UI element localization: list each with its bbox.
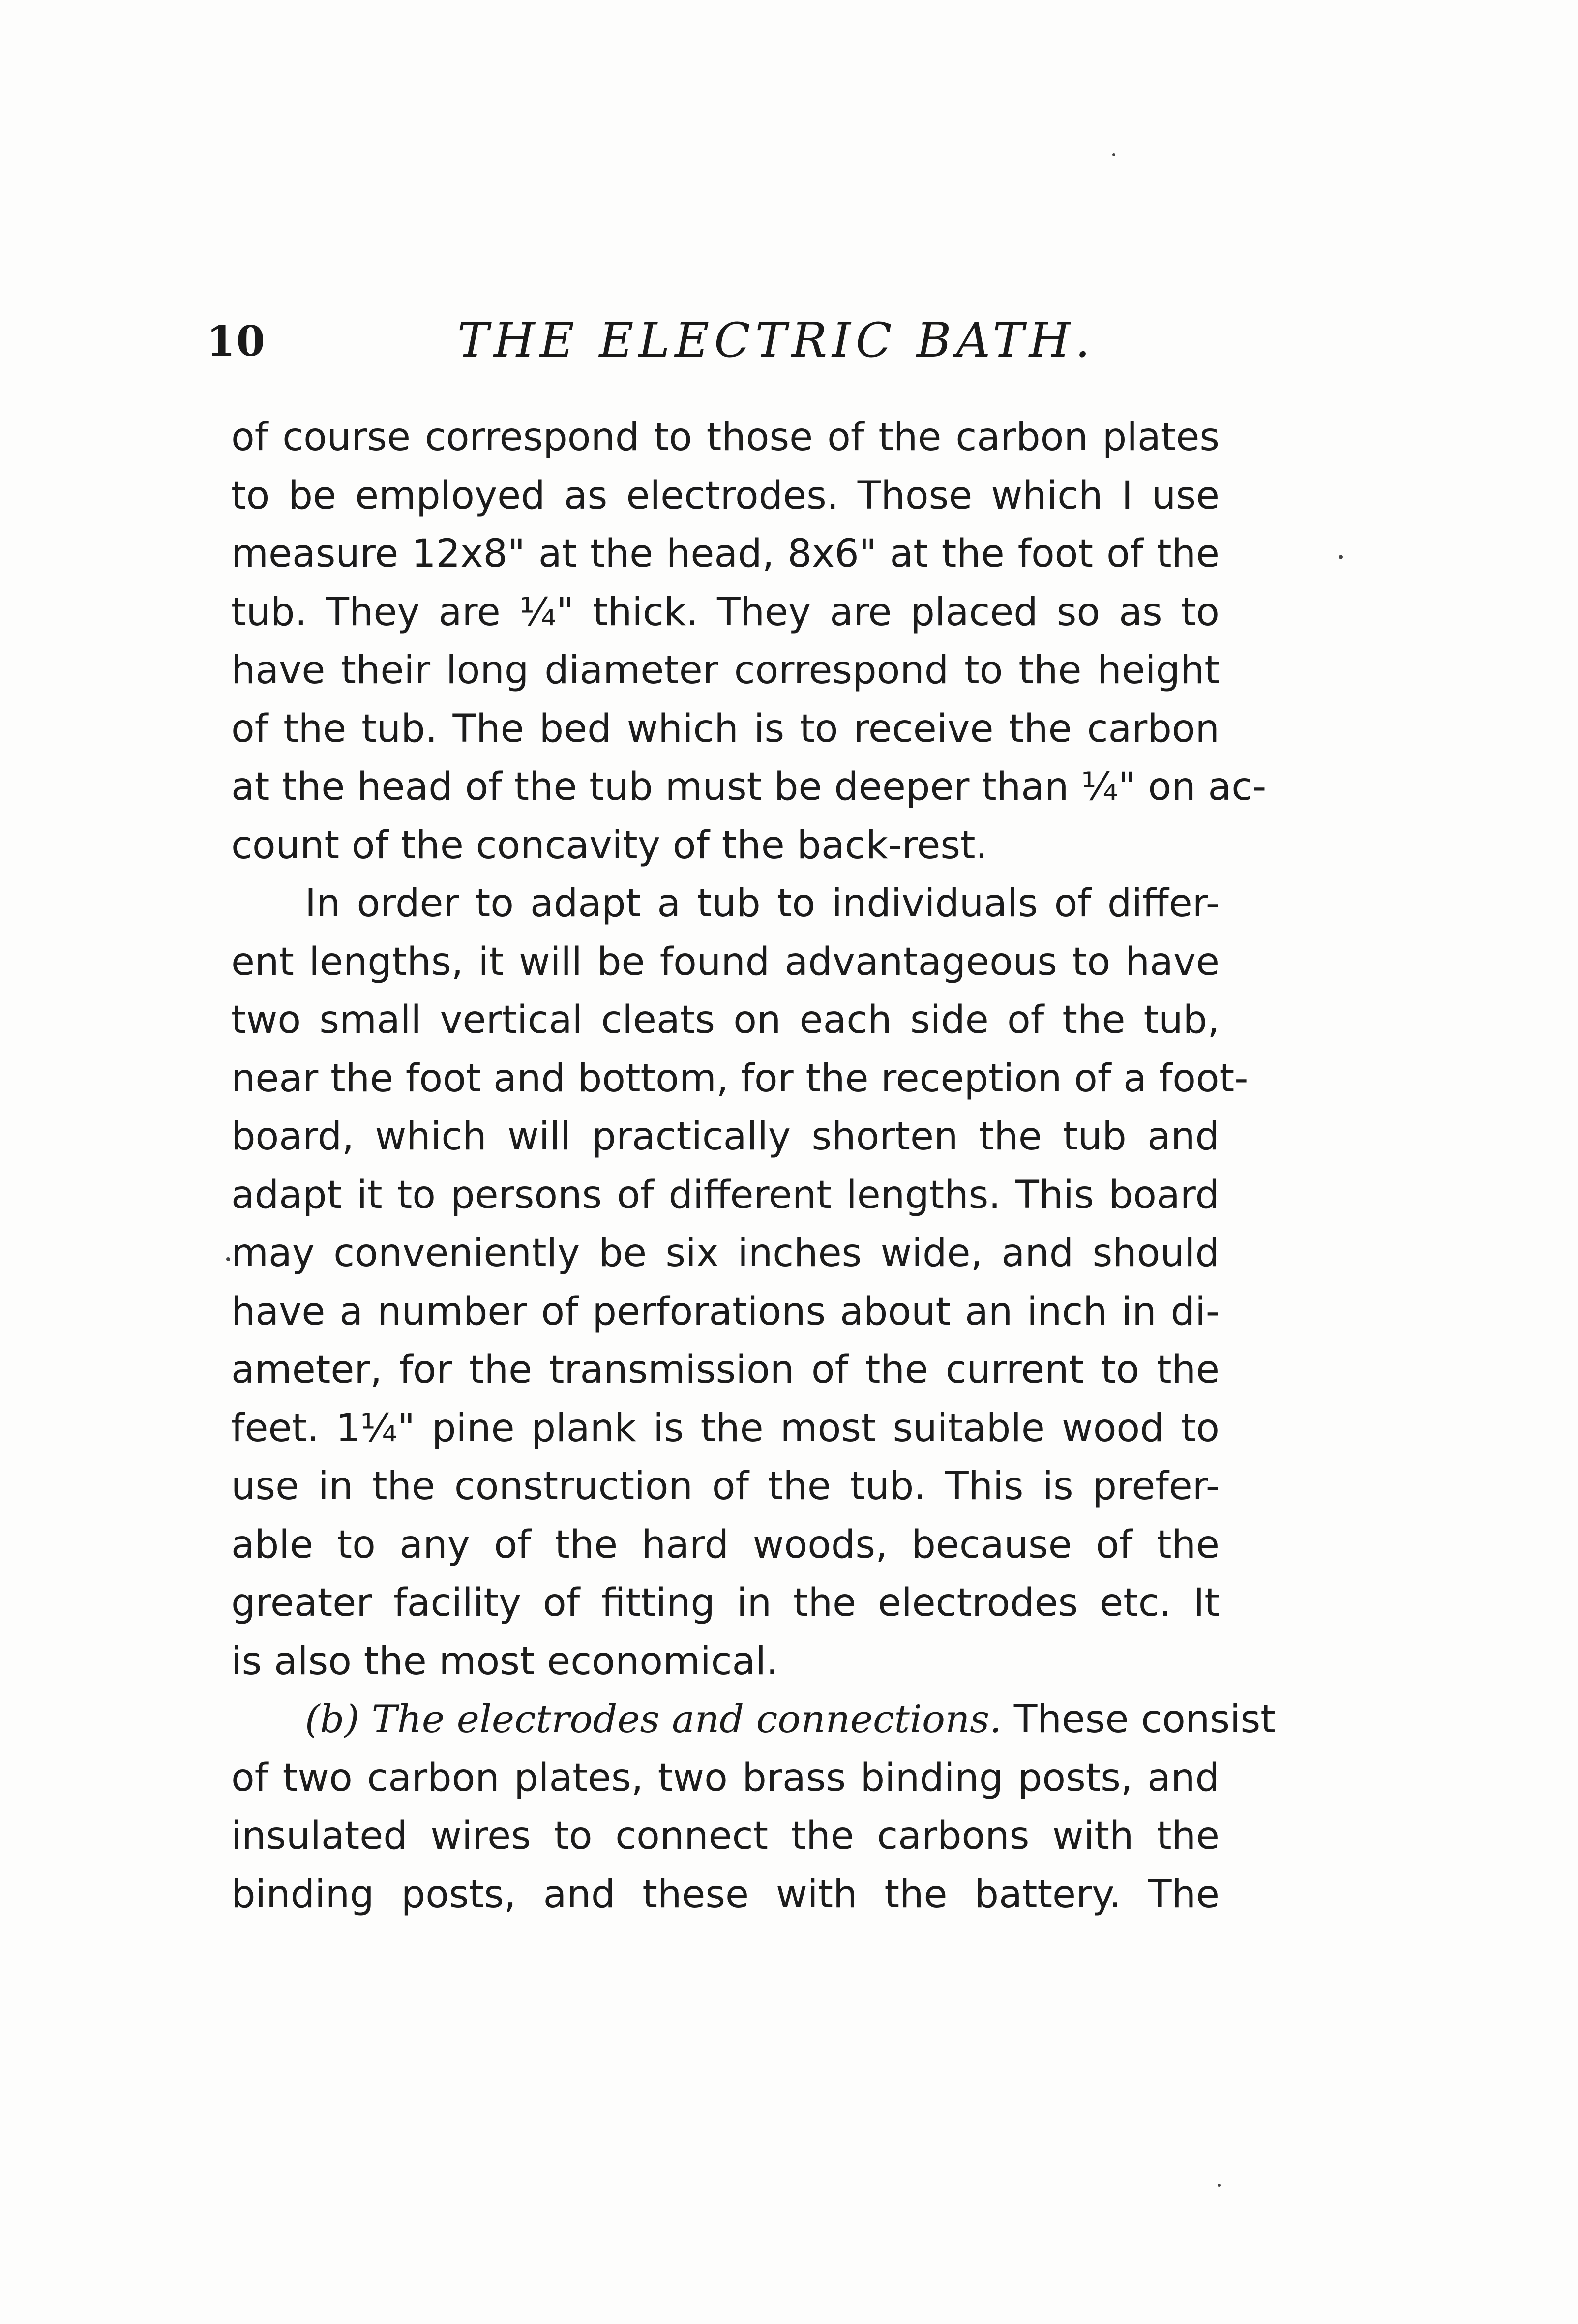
text-line: of course correspond to those of the carbon plates — [231, 415, 1220, 459]
text-line: near the foot and bottom, for the reception of a foot- — [231, 1056, 1249, 1101]
text-line: ent lengths, it will be found advantageous to have — [231, 939, 1220, 984]
text-line: ameter, for the transmission of the current to the — [231, 1348, 1220, 1392]
text-line: may conveniently be six inches wide, and should — [231, 1231, 1220, 1275]
print-speck — [1218, 2184, 1221, 2187]
text-line: have their long diameter correspond to the height — [231, 648, 1220, 693]
text-line — [231, 1690, 1276, 1749]
text-line: able to any of the hard woods, because of the — [231, 1522, 1220, 1567]
text-line: is also the most economical. — [231, 1639, 778, 1684]
text-line: measure 12x8" at the head, 8x6" at the foot of the — [231, 532, 1220, 576]
page-header — [207, 313, 1220, 382]
text-line: to be employed as electrodes. Those which I use — [231, 473, 1220, 518]
print-speck — [1339, 555, 1343, 559]
paragraph-3 — [231, 1690, 1276, 1924]
body-text — [231, 408, 1276, 1924]
text-line: count of the concavity of the back-rest. — [231, 823, 988, 868]
paragraph-1 — [231, 408, 1267, 875]
paragraph-2 — [231, 875, 1249, 1690]
text-line: have a number of perforations about an inch in di- — [231, 1289, 1220, 1334]
text-line: greater facility of fitting in the electrodes etc. It — [231, 1581, 1220, 1625]
text-line: of the tub. The bed which is to receive the carbon — [231, 706, 1220, 751]
text-line: binding posts, and these with the battery. The — [231, 1872, 1220, 1917]
section-label: (b) — [305, 1697, 359, 1742]
text-line: feet. 1¼" pine plank is the most suitable wood to — [231, 1406, 1220, 1450]
section-heading: The electrodes and connections. — [371, 1697, 1002, 1742]
running-title: THE ELECTRIC BATH. — [457, 313, 1095, 368]
print-speck — [1112, 153, 1115, 156]
text-line: board, which will practically shorten the tub and — [231, 1115, 1220, 1159]
section-first-text: These consist — [1013, 1697, 1276, 1742]
text-line: of two carbon plates, two brass binding posts, and — [231, 1755, 1220, 1800]
text-line: adapt it to persons of different lengths. This board — [231, 1173, 1220, 1217]
text-line: tub. They are ¼" thick. They are placed so as to — [231, 590, 1220, 634]
text-line: two small vertical cleats on each side of the tub, — [231, 998, 1220, 1042]
text-line: use in the construction of the tub. This is prefer- — [231, 1464, 1220, 1509]
text-line: at the head of the tub must be deeper than ¼" on ac- — [231, 765, 1267, 809]
text-line: insulated wires to connect the carbons with the — [231, 1814, 1220, 1858]
print-speck — [226, 1257, 230, 1261]
page-number: 10 — [207, 317, 266, 365]
text-line: In order to adapt a tub to individuals of differ- — [305, 881, 1220, 926]
